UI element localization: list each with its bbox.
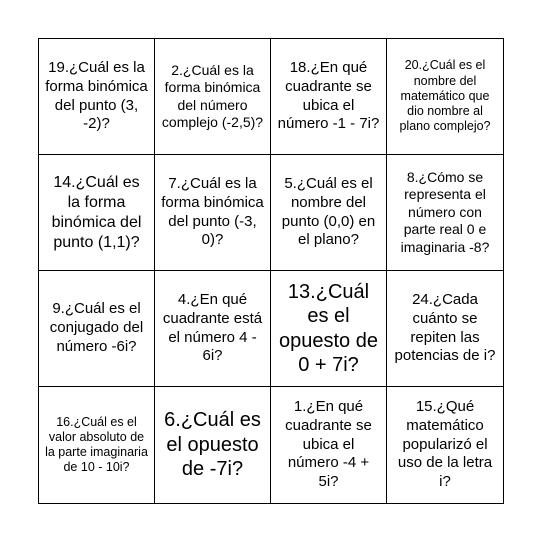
cell-text: 20.¿Cuál es el nombre del matemático que dio nombre al plano complejo? bbox=[399, 58, 491, 134]
bingo-cell-6 bbox=[155, 387, 271, 503]
cell-text: 4.¿En qué cuadrante está el número 4 - 6i? bbox=[162, 291, 263, 365]
cell-text: 18.¿En qué cuadrante se ubica el número -1 - 7i? bbox=[277, 59, 380, 133]
cell-text: 13.¿Cuál es el opuesto de 0 + 7i? bbox=[279, 280, 378, 376]
bingo-cell-1 bbox=[271, 387, 387, 503]
bingo-cell-13 bbox=[271, 271, 387, 387]
bingo-cell-4 bbox=[155, 271, 271, 387]
bingo-cell-19 bbox=[39, 39, 155, 155]
cell-text: 9.¿Cuál es el conjugado del número -6i? bbox=[49, 300, 144, 355]
bingo-cell-14 bbox=[39, 155, 155, 271]
cell-text: 2.¿Cuál es la forma binómica del número complejo (-2,5)? bbox=[161, 61, 264, 130]
bingo-cell-16 bbox=[39, 387, 155, 503]
bingo-cell-18 bbox=[271, 39, 387, 155]
cell-text: 5.¿Cuál es el nombre del punto (0,0) en el plano? bbox=[281, 175, 376, 249]
bingo-cell-5 bbox=[271, 155, 387, 271]
cell-text: 7.¿Cuál es la forma binómica del punto (-3, 0)? bbox=[161, 175, 264, 249]
bingo-cell-7 bbox=[155, 155, 271, 271]
cell-text: 19.¿Cuál es la forma binómica del punto (3, -2)? bbox=[45, 59, 148, 133]
cell-text: 1.¿En qué cuadrante se ubica el número -4 + 5i? bbox=[285, 398, 372, 491]
bingo-card-grid bbox=[38, 38, 504, 504]
bingo-cell-15 bbox=[387, 387, 503, 503]
cell-text: 15.¿Qué matemático popularizó el uso de la letra i? bbox=[397, 398, 493, 491]
bingo-cell-20 bbox=[387, 39, 503, 155]
cell-text: 24.¿Cada cuánto se repiten las potencias de i? bbox=[394, 291, 496, 365]
cell-text: 14.¿Cuál es la forma binómica del punto (1,1)? bbox=[51, 173, 142, 251]
cell-text: 16.¿Cuál es el valor absoluto de la parte imaginaria de 10 - 10i? bbox=[45, 414, 148, 475]
bingo-cell-8 bbox=[387, 155, 503, 271]
bingo-cell-2 bbox=[155, 39, 271, 155]
cell-text: 8.¿Cómo se representa el número con parte real 0 e imaginaria -8? bbox=[400, 168, 490, 255]
bingo-cell-9 bbox=[39, 271, 155, 387]
bingo-cell-24 bbox=[387, 271, 503, 387]
cell-text: 6.¿Cuál es el opuesto de -7i? bbox=[164, 409, 261, 481]
